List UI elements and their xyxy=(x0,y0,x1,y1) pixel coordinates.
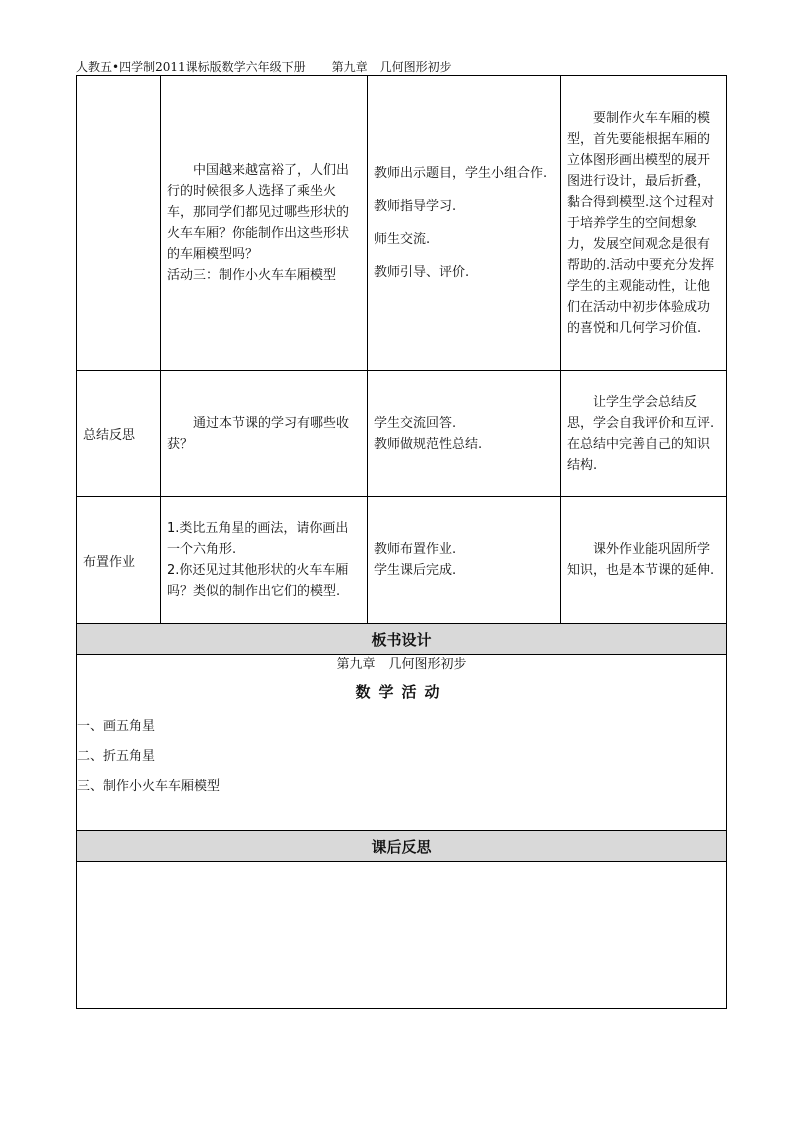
activity-text: 学生课后完成. xyxy=(374,563,457,578)
table-row xyxy=(77,497,727,624)
content-text: 通过本节课的学习有哪些收获？ xyxy=(167,415,350,452)
reflection-section-title: 课后反思 xyxy=(77,831,727,862)
reflection-content xyxy=(77,862,727,1009)
stage-cell: 布置作业 xyxy=(77,497,161,624)
intent-text: 让学生学会总结反思，学会自我评价和互评.在总结中完善自己的知识结构. xyxy=(567,394,715,473)
activity-text: 师生交流. xyxy=(374,232,431,247)
chapter-title: 第九章 几何图形初步 xyxy=(331,60,452,74)
content-cell xyxy=(161,371,368,497)
intent-text: 要制作火车车厢的模型，首先要能根据车厢的立体图形画出模型的展开图进行设计，最后折叠，黏合得到模型.这个过程对于培养学生的空间想象力，发展空间观念是很有帮助的.活动中要充分发挥学生的主观能动性，让他们在活动中初步体验成功的喜悦和几何学习价值. xyxy=(567,110,715,336)
reflection-row xyxy=(77,862,727,1009)
activity-cell xyxy=(368,497,561,624)
content-cell xyxy=(161,76,368,371)
lesson-table xyxy=(76,75,727,1009)
intent-cell xyxy=(561,371,727,497)
content-text: 1.类比五角星的画法，请你画出一个六角形. xyxy=(167,521,349,557)
board-chapter: 第九章 几何图形初步 xyxy=(336,657,467,672)
content-text: 活动三：制作小火车车厢模型 xyxy=(167,268,337,283)
board-content xyxy=(77,655,727,831)
content-cell xyxy=(161,497,368,624)
table-row xyxy=(77,371,727,497)
content-text: 中国越来越富裕了，人们出行的时候很多人选择了乘坐火车，那同学们都见过哪些形状的火车车厢？你能制作出这些形状的车厢模型吗？ xyxy=(167,163,350,262)
section-header-row xyxy=(77,831,727,862)
intent-cell xyxy=(561,76,727,371)
activity-text: 教师做规范性总结. xyxy=(374,436,483,452)
activity-text: 教师指导学习. xyxy=(374,199,457,214)
activity-cell xyxy=(368,371,561,497)
page-header xyxy=(76,58,452,75)
board-section-title: 板书设计 xyxy=(77,624,727,655)
table-row xyxy=(77,76,727,371)
board-item: 二、折五角星 xyxy=(77,749,156,764)
activity-text: 教师布置作业. xyxy=(374,542,457,557)
content-text: 2.你还见过其他形状的火车车厢吗？类似的制作出它们的模型. xyxy=(167,563,349,599)
intent-text: 课外作业能巩固所学知识，也是本节课的延伸. xyxy=(567,542,715,578)
book-title: 人教五•四学制2011课标版数学六年级下册 xyxy=(76,60,306,74)
stage-cell xyxy=(77,76,161,371)
stage-cell: 总结反思 xyxy=(77,371,161,497)
activity-text: 教师出示题目，学生小组合作. xyxy=(374,166,548,181)
section-header-row xyxy=(77,624,727,655)
board-item: 一、画五角星 xyxy=(77,719,156,734)
intent-cell xyxy=(561,497,727,624)
board-item: 三、制作小火车车厢模型 xyxy=(77,779,221,794)
activity-text: 学生交流回答. xyxy=(374,415,457,431)
activity-text: 教师引导、评价. xyxy=(374,265,470,280)
activity-cell xyxy=(368,76,561,371)
board-row xyxy=(77,655,727,831)
board-title: 数学活动 xyxy=(355,683,448,701)
